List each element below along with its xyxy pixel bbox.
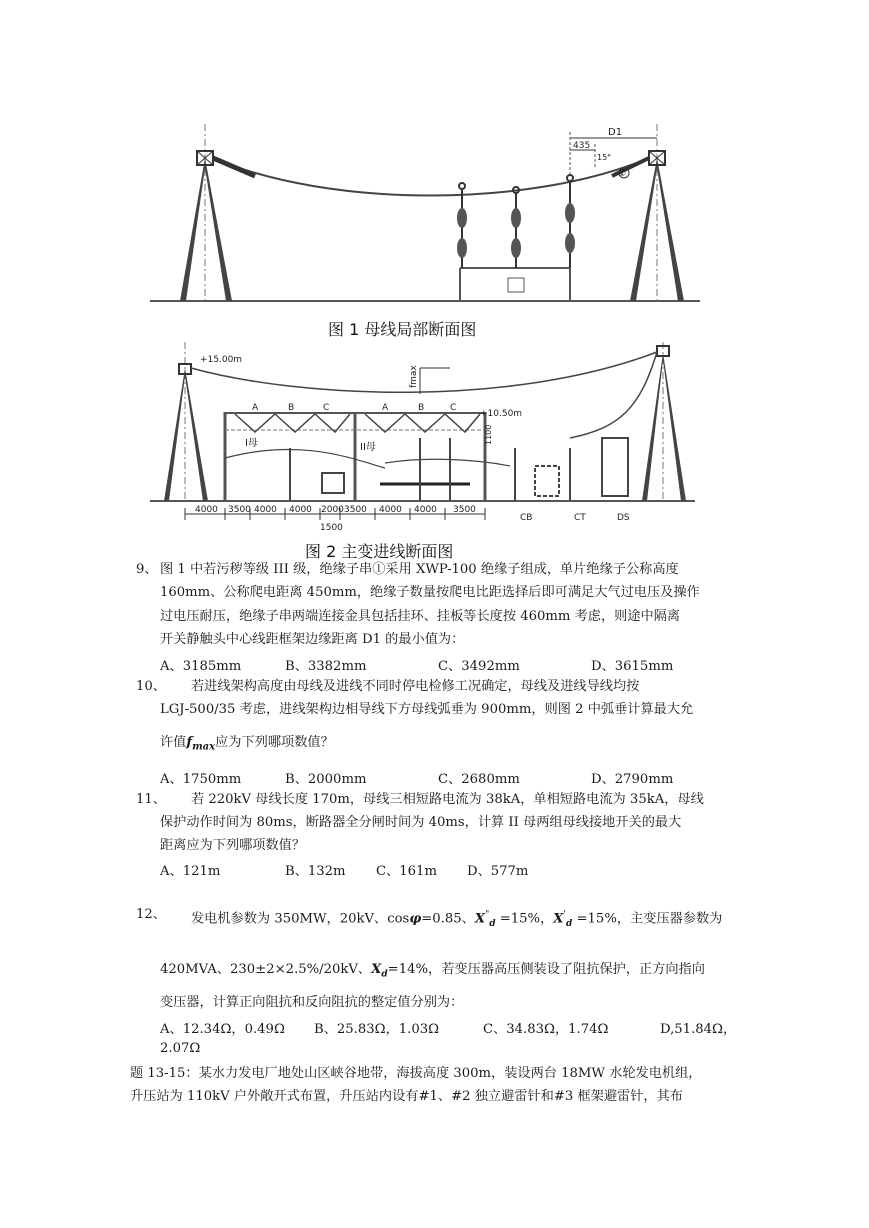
fig2-phase-c-2: C: [450, 403, 457, 413]
q12-option-a: A、12.34Ω，0.49Ω: [160, 1022, 285, 1037]
q12-line-1-a: 发电机参数为 350MW，20kV、cos: [191, 911, 410, 927]
fig1-dim-angle: 15°: [597, 153, 612, 162]
q12-option-d-continued: 2.07Ω: [160, 1041, 201, 1056]
q11-option-b: B、132m: [285, 864, 346, 879]
q11-number: 11、: [136, 792, 166, 807]
fig2-dim-3: 4000: [289, 505, 312, 515]
q9-option-c: C、3492mm: [438, 659, 520, 674]
q10-line-1: 若进线架构高度由母线及进线不同时停电检修工况确定，母线及进线导线均按: [191, 679, 640, 694]
q11-option-d: D、577m: [467, 864, 529, 879]
fig2-equip-ds: DS: [617, 513, 630, 523]
q9-option-b: B、3382mm: [285, 659, 367, 674]
q12-number: 12、: [136, 907, 166, 922]
fig2-dim-1: 3500: [228, 505, 251, 515]
q9-line-1: 图 1 中若污秽等级 III 级，绝缘子串①采用 XWP-100 绝缘子组成，单片绝缘子公称高度: [160, 562, 679, 577]
fig2-elev-top: +15.00m: [200, 355, 243, 365]
q12-line-1-d: =15%，主变压器参数为: [572, 911, 723, 927]
q12-xd-sub: d: [381, 969, 388, 980]
intro-line-2: 升压站为 110kV 户外敞开式布置，升压站内设有#1、#2 独立避雷针和#3 框架避雷针，其布: [130, 1089, 683, 1104]
q12-xd2-symbol: X: [474, 911, 486, 927]
q12-xd1-sup: ': [563, 910, 566, 920]
fig2-dim-7: 4000: [414, 505, 437, 515]
q11-option-a: A、121m: [160, 864, 221, 879]
fig2-equip-cb: CB: [520, 513, 533, 523]
q12-line-2-a: 420MVA、230±2×2.5%/20kV、: [160, 962, 372, 977]
fig2-phase-b-1: B: [288, 403, 295, 413]
fig2-dim-1500: 1500: [320, 523, 343, 533]
q11-line-2: 保护动作时间为 80ms，断路器全分闸时间为 40ms，计算 II 母两组母线接地开关的最大: [160, 815, 682, 830]
fig2-phase-a-1: A: [252, 403, 259, 413]
figure-2-caption: 图 2 主变进线断面图: [305, 542, 454, 561]
q9-option-d: D、3615mm: [591, 659, 674, 674]
figure-1-drawing: [150, 118, 710, 308]
q10-option-d: D、2790mm: [591, 772, 674, 787]
fig1-marker: ①: [618, 169, 627, 179]
fig2-bus-2: II母: [360, 442, 376, 453]
fig2-elev-mid: +10.50m: [480, 409, 523, 419]
figure-1-caption: 图 1 母线局部断面图: [328, 320, 477, 339]
q12-xd-symbol: X: [371, 962, 382, 977]
q12-option-c: C、34.83Ω，1.74Ω: [483, 1022, 609, 1037]
fig2-phase-c-1: C: [323, 403, 330, 413]
fig2-dim-5: 3500: [344, 505, 367, 515]
q12-line-2: [160, 960, 705, 985]
q9-number: 9、: [136, 562, 158, 577]
fig2-dim-0: 4000: [195, 505, 218, 515]
q12-option-d: D,51.84Ω，: [660, 1022, 737, 1037]
intro-line-1: 题 13-15：某水力发电厂地处山区峡谷地带，海拔高度 300m，装设两台 18MW 水轮发电机组，: [130, 1066, 702, 1081]
q12-line-2-b: =14%，若变压器高压侧装设了阻抗保护，正方向指向: [387, 962, 705, 977]
q10-option-b: B、2000mm: [285, 772, 367, 787]
fig2-phase-b-2: B: [418, 403, 425, 413]
q11-line-1: 若 220kV 母线长度 170m，母线三相短路电流为 38kA，单相短路电流为 35kA，母线: [191, 792, 704, 807]
q12-line-1-b: =0.85、: [421, 911, 475, 927]
fig1-dim-435: 435: [573, 141, 591, 151]
q12-xd2-sub: d: [489, 919, 496, 930]
fig2-dim-6: 4000: [379, 505, 402, 515]
q9-line-3: 过电压耐压，绝缘子串两端连接金具包括挂环、挂板等长度按 460mm 考虑，则途中隔离: [160, 609, 681, 624]
q12-xd1-sub: d: [566, 919, 573, 930]
q9-line-2: 160mm、公称爬电距离 450mm，绝缘子数量按爬电比距选择后即可满足大气过电压及操作: [160, 585, 700, 600]
fig2-dim-8: 3500: [453, 505, 476, 515]
fig2-equip-ct: CT: [574, 513, 586, 523]
fig2-dim-4: 2000: [321, 505, 344, 515]
q10-fmax-subscript: max: [192, 741, 216, 753]
q10-line-3-pre: 许值: [160, 735, 187, 750]
fig2-dim-1100: 1100: [484, 424, 493, 445]
q11-line-3: 距离应为下列哪项数值？: [160, 838, 306, 853]
fig1-dim-d1: D1: [608, 127, 623, 138]
q10-option-c: C、2680mm: [438, 772, 520, 787]
q10-line-2: LGJ-500/35 考虑，进线架构边相导线下方母线弧垂为 900mm，则图 2 中弧垂计算最大允: [160, 702, 694, 717]
fig2-dim-2: 4000: [254, 505, 277, 515]
q9-option-a: A、3185mm: [160, 659, 242, 674]
q9-line-4: 开关静触头中心线距框架边缘距离 D1 的最小值为：: [160, 632, 465, 647]
q12-xd1-symbol: X: [553, 911, 564, 927]
q12-option-b: B、25.83Ω，1.03Ω: [314, 1022, 440, 1037]
q12-phi-symbol: φ: [409, 911, 422, 927]
q10-number: 10、: [136, 679, 166, 694]
q10-line-3-post: 应为下列哪项数值？: [215, 735, 334, 750]
figure-2-drawing: [150, 338, 710, 538]
q12-line-3: 变压器，计算正向阻抗和反向阻抗的整定值分别为：: [160, 995, 464, 1010]
fig2-bus-1: I母: [245, 438, 258, 449]
q10-option-a: A、1750mm: [160, 772, 242, 787]
q12-line-1-c: =15%，: [495, 911, 554, 927]
q10-fmax-symbol: f: [186, 735, 193, 750]
q10-line-3: [160, 733, 334, 758]
q12-xd2-sup: ": [485, 910, 490, 920]
q11-option-c: C、161m: [376, 864, 437, 879]
fig2-phase-a-2: A: [382, 403, 389, 413]
q12-line-1: [191, 905, 722, 934]
fig2-fmax-label: fmax: [409, 365, 419, 388]
